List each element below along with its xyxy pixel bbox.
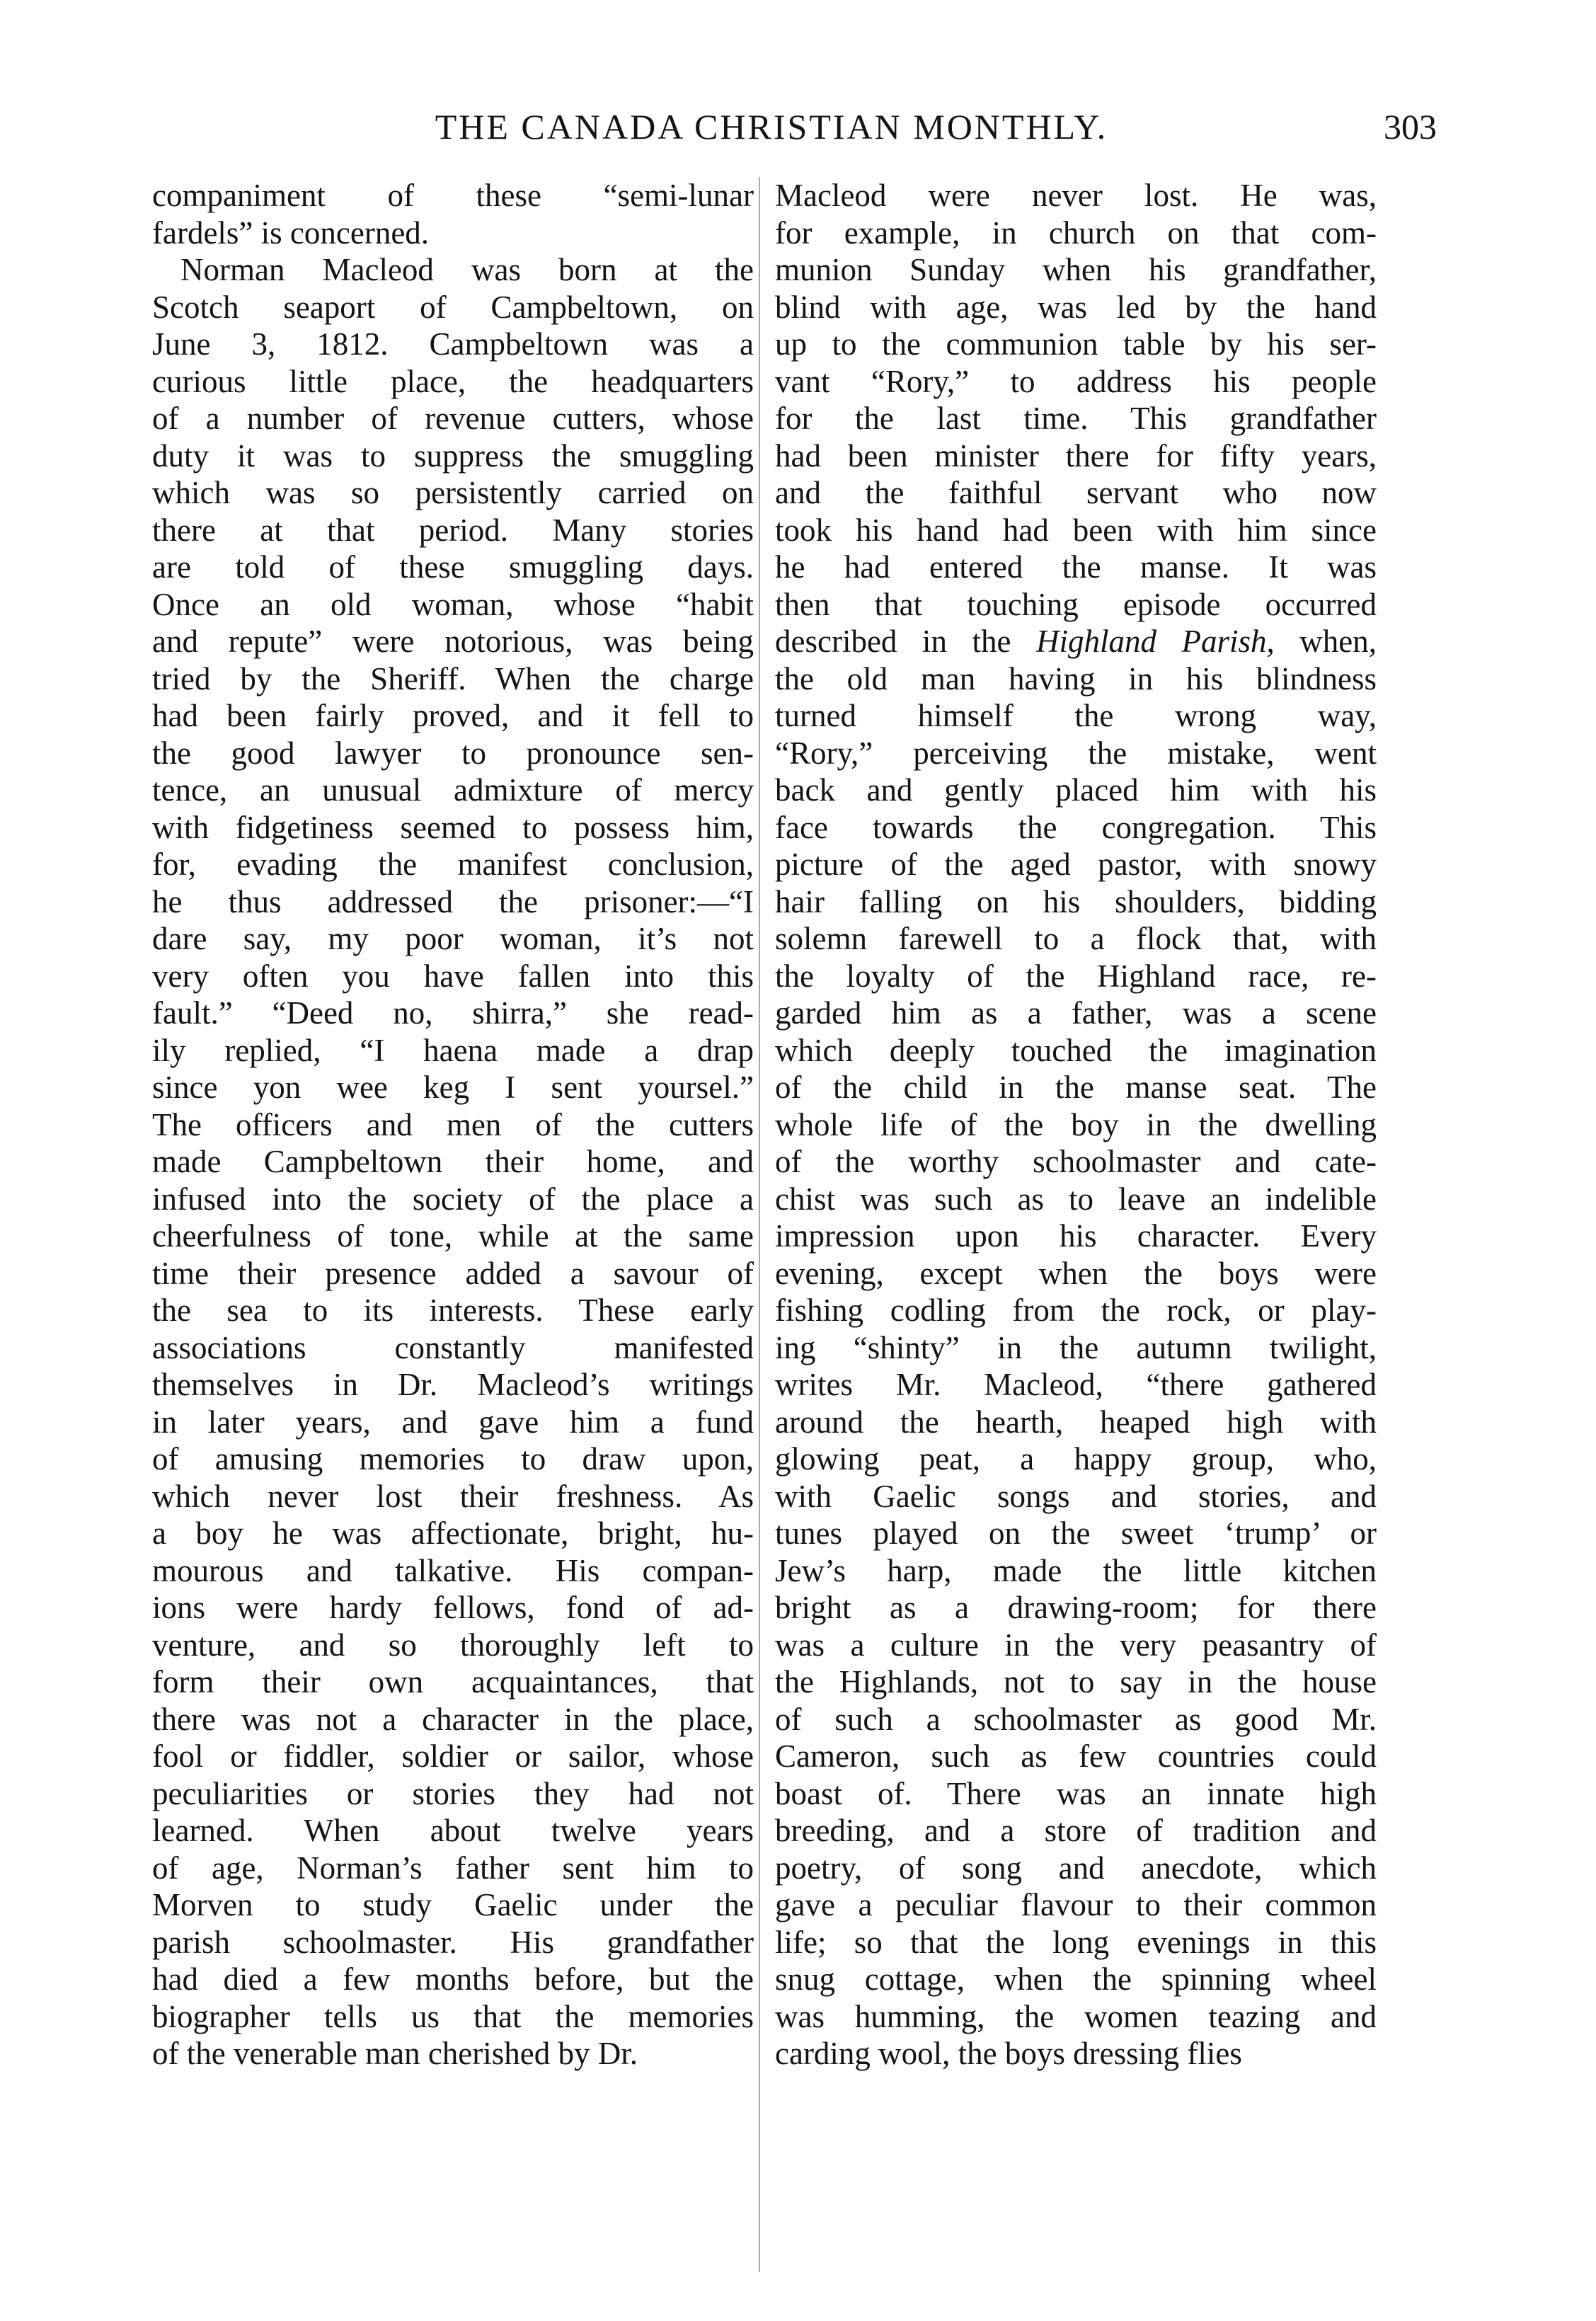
text-line: Jew’s harp, made the little kitchen [775,1552,1377,1588]
text-line: munion Sunday when his grandfather, [775,252,1377,287]
text-line: time their presence added a savour of [152,1255,754,1291]
text-line: solemn farewell to a flock that, with [775,921,1377,956]
text-line: The officers and men of the cutters [152,1106,754,1142]
text-line: tunes played on the sweet ‘trump’ or [775,1515,1377,1551]
text-line: which deeply touched the imagination [775,1032,1377,1068]
text-line: picture of the aged pastor, with snowy [775,847,1377,882]
text-line: fault.” “Deed no, shirra,” she read- [152,995,754,1031]
text-line: snug cottage, when the spinning wheel [775,1961,1377,1997]
text-line: are told of these smuggling days. [152,549,754,585]
text-line: breeding, and a store of tradition and [775,1813,1377,1848]
text-line: a boy he was affectionate, bright, hu- [152,1515,754,1551]
text-line: and the faithful servant who now [775,475,1377,510]
text-line: writes Mr. Macleod, “there gathered [775,1367,1377,1402]
page-header [106,106,1437,163]
text-line: June 3, 1812. Campbeltown was a [152,326,754,362]
book-title: Highland Parish [1035,624,1267,659]
text-line: took his hand had been with him since [775,512,1377,548]
text-line: he had entered the manse. It was [775,549,1377,585]
column-divider [759,177,760,2272]
text-line: around the hearth, heaped high with [775,1404,1377,1440]
text-line: mourous and talkative. His compan- [152,1552,754,1588]
text-line: boast of. There was an innate high [775,1775,1377,1811]
text-line: made Campbeltown their home, and [152,1144,754,1179]
text-line: gave a peculiar flavour to their common [775,1887,1377,1922]
page-number: 303 [1384,107,1437,147]
text-line: vant “Rory,” to address his people [775,363,1377,399]
text-line: biographer tells us that the memories [152,1998,754,2034]
text-line: parish schoolmaster. His grandfather [152,1924,754,1960]
text-line: in later years, and gave him a fund [152,1404,754,1440]
text-line: was humming, the women teazing and [775,1998,1377,2034]
text-line: evening, except when the boys were [775,1255,1377,1291]
text-line: Morven to study Gaelic under the [152,1887,754,1922]
text-line: hair falling on his shoulders, bidding [775,883,1377,919]
text-line: there was not a character in the place, [152,1701,754,1737]
text-line: bright as a drawing-room; for there [775,1590,1377,1625]
text-line: had been fairly proved, and it fell to [152,698,754,733]
text-line: of a number of revenue cutters, whose [152,401,754,436]
text-line: with fidgetiness seemed to possess him, [152,809,754,845]
right-column [775,177,1377,2073]
text-line: was a culture in the very peasantry of [775,1627,1377,1663]
text-line: very often you have fallen into this [152,958,754,994]
text-line: ing “shinty” in the autumn twilight, [775,1329,1377,1365]
text-line: described in the Highland Parish, when, [775,624,1377,659]
text-line: form their own acquaintances, that [152,1664,754,1700]
text-line: Norman Macleod was born at the [180,252,754,287]
text-line: of the child in the manse seat. The [775,1070,1377,1105]
text-line: companiment of these “semi-lunar [152,178,754,213]
text-line: dare say, my poor woman, it’s not [152,921,754,956]
text-line: impression upon his character. Every [775,1218,1377,1254]
running-head: THE CANADA CHRISTIAN MONTHLY. [435,107,1108,147]
text-line: since yon wee keg I sent yoursel.” [152,1070,754,1105]
text-line: “Rory,” perceiving the mistake, went [775,735,1377,771]
text-line: up to the communion table by his ser- [775,326,1377,362]
text-line: of amusing memories to draw upon, [152,1441,754,1477]
text-line: Macleod were never lost. He was, [775,178,1377,213]
text-line: for, evading the manifest conclusion, [152,847,754,882]
text-line: and repute” were notorious, was being [152,624,754,659]
text-line: tried by the Sheriff. When the charge [152,660,754,697]
text-line: blind with age, was led by the hand [775,289,1377,325]
text-line: turned himself the wrong way, [775,698,1377,733]
text-line: Scotch seaport of Campbeltown, on [152,289,754,325]
text-line: of the venerable man cherished by Dr. [152,2036,638,2071]
text-line: then that touching episode occurred [775,586,1377,622]
text-line: the old man having in his blindness [775,660,1377,697]
text-line: curious little place, the headquarters [152,363,754,399]
text-line: of the worthy schoolmaster and cate- [775,1144,1377,1179]
text-line: life; so that the long evenings in this [775,1924,1377,1960]
text-line: he thus addressed the prisoner:—“I [152,883,754,919]
text-line: carding wool, the boys dressing flies [775,2036,1242,2071]
text-line: ions were hardy fellows, fond of ad- [152,1590,754,1625]
text-line: the Highlands, not to say in the house [775,1664,1377,1700]
text-line: fishing codling from the rock, or play- [775,1293,1377,1328]
text-line: venture, and so thoroughly left to [152,1627,754,1663]
text-line: ily replied, “I haena made a drap [152,1032,754,1068]
text-line: cheerfulness of tone, while at the same [152,1218,754,1254]
text-line: garded him as a father, was a scene [775,995,1377,1031]
text-line: glowing peat, a happy group, who, [775,1441,1377,1477]
text-line: which never lost their freshness. As [152,1478,754,1514]
text-line: there at that period. Many stories [152,512,754,548]
text-line: peculiarities or stories they had not [152,1775,754,1811]
text-line: fool or fiddler, soldier or sailor, whose [152,1738,754,1774]
text-line: duty it was to suppress the smuggling [152,437,754,474]
text-line: of such a schoolmaster as good Mr. [775,1701,1377,1737]
text-line: for the last time. This grandfather [775,401,1377,436]
text-line: associations constantly manifested [152,1329,754,1365]
text-line: of age, Norman’s father sent him to [152,1850,754,1886]
text-line: themselves in Dr. Macleod’s writings [152,1367,754,1402]
text-line: with Gaelic songs and stories, and [775,1478,1377,1514]
text-line: infused into the society of the place a [152,1181,754,1217]
text-line: which was so persistently carried on [152,475,754,510]
text-line: Once an old woman, whose “habit [152,586,754,622]
text-line: fardels” is concerned. [152,214,430,251]
text-line: chist was such as to leave an indelible [775,1181,1377,1217]
text-line: for example, in church on that com- [775,214,1377,251]
text-line: the loyalty of the Highland race, re- [775,958,1377,994]
text-line: learned. When about twelve years [152,1813,754,1848]
text-line: tence, an unusual admixture of mercy [152,772,754,808]
text-line: whole life of the boy in the dwelling [775,1106,1377,1142]
text-line: had died a few months before, but the [152,1961,754,1997]
text-line: the sea to its interests. These early [152,1293,754,1328]
text-line: face towards the congregation. This [775,809,1377,845]
left-column [152,177,754,2073]
text-line: the good lawyer to pronounce sen- [152,735,754,771]
text-line: poetry, of song and anecdote, which [775,1850,1377,1886]
text-line: Cameron, such as few countries could [775,1738,1377,1774]
text-line: had been minister there for fifty years, [775,437,1377,474]
text-line: back and gently placed him with his [775,772,1377,808]
